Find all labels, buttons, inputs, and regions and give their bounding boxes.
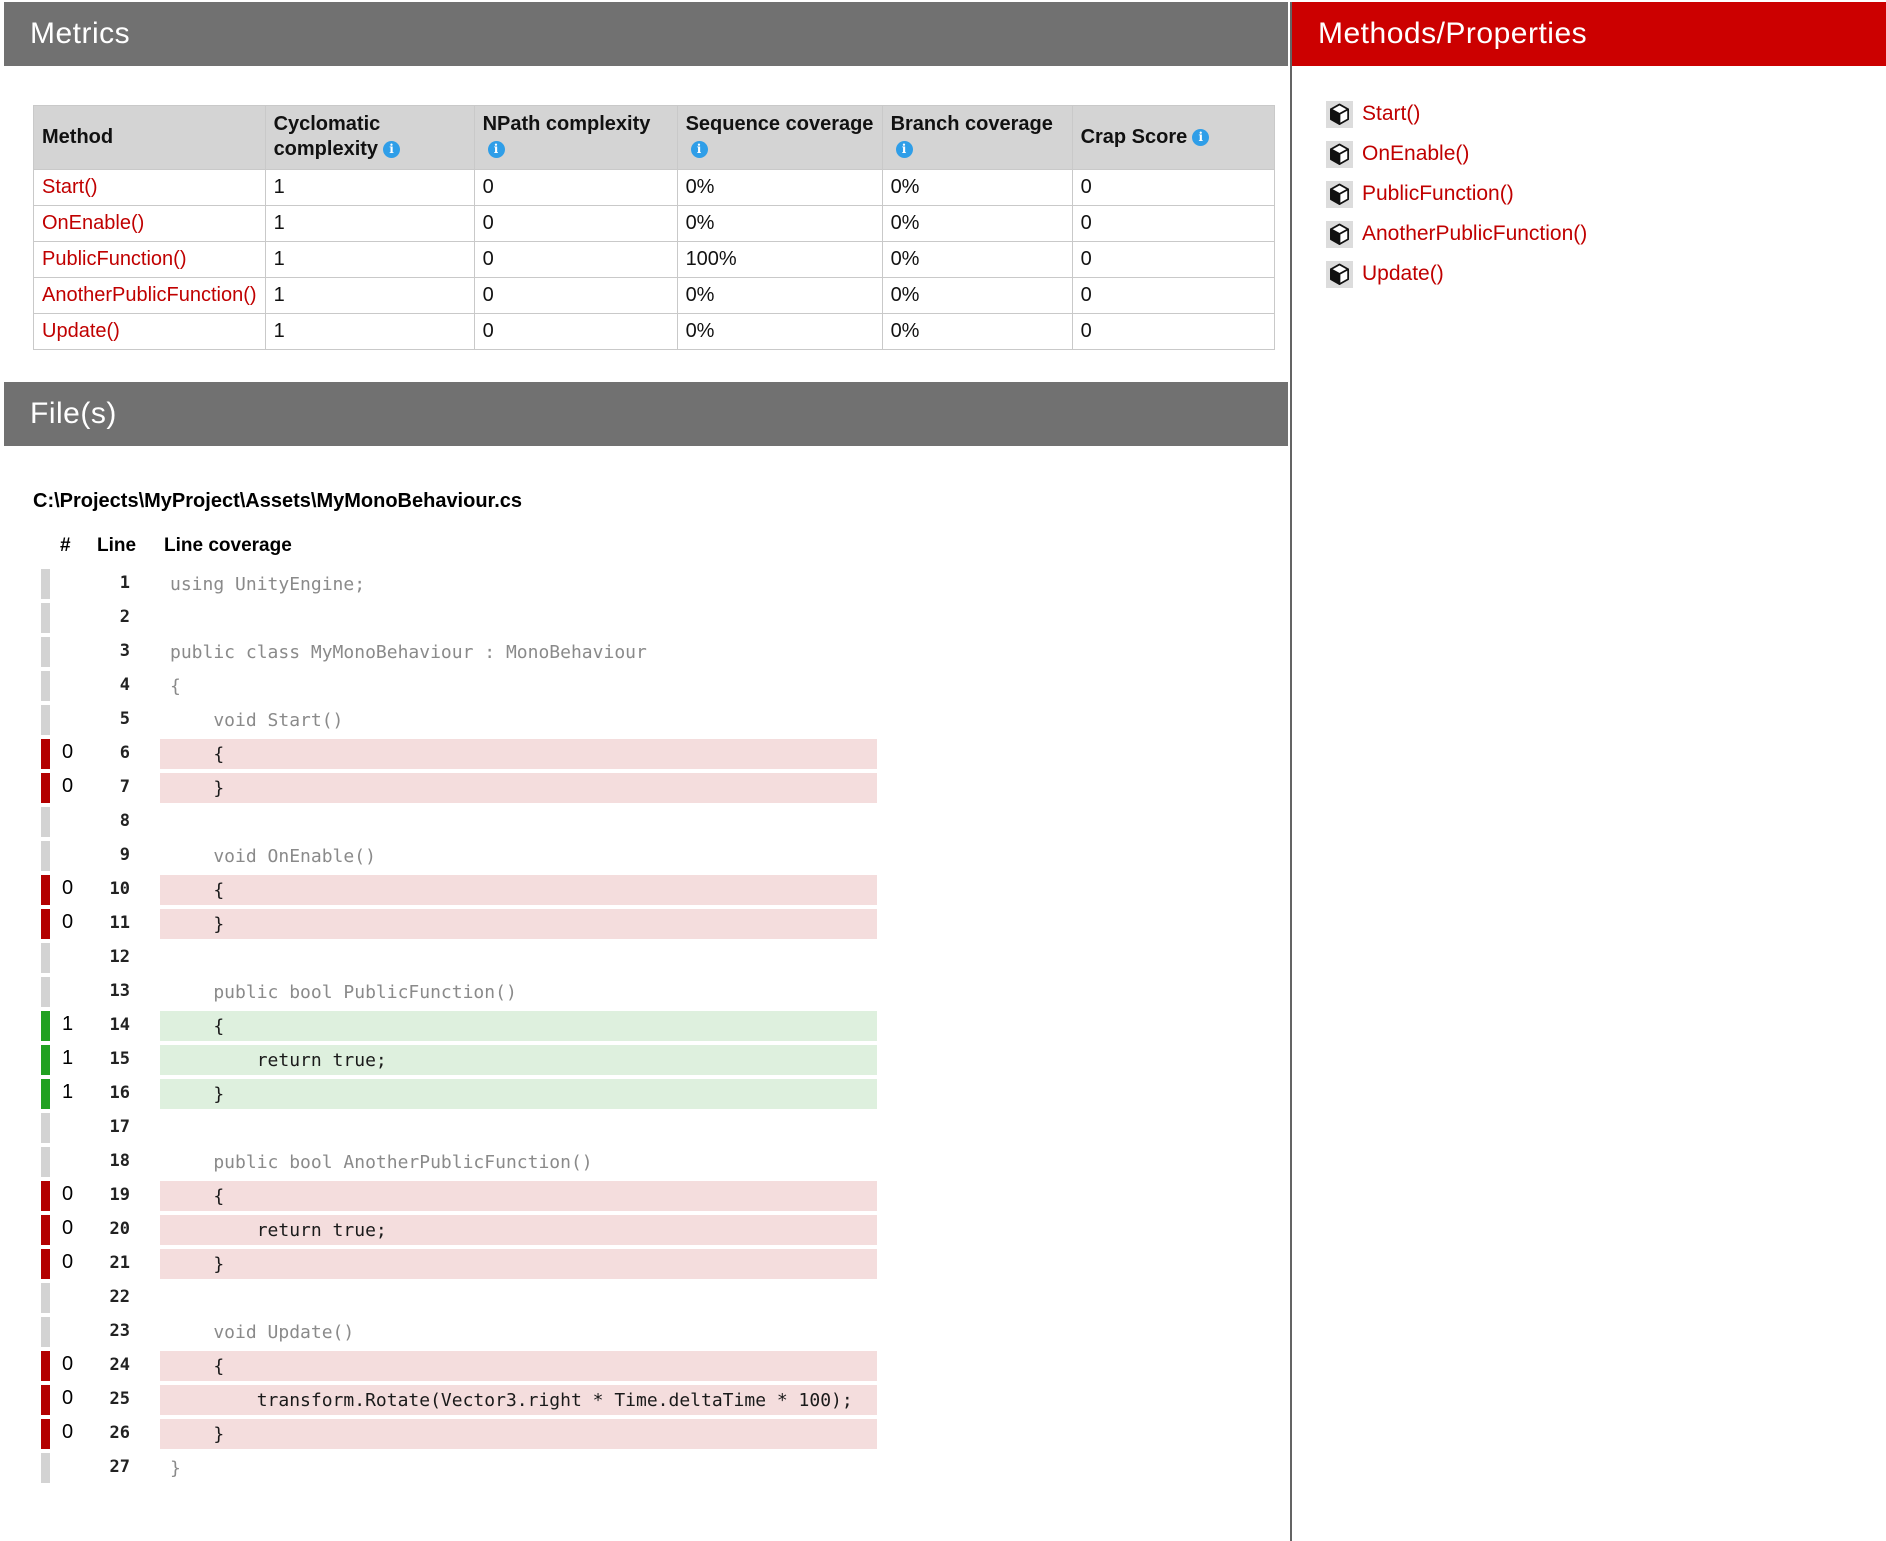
line-number: 26 (109, 1423, 130, 1443)
metrics-table-row (34, 206, 1275, 242)
metric-value-cell: 1 (265, 242, 474, 278)
code-line-row (4, 1213, 1288, 1247)
metric-value-cell: 100% (677, 242, 882, 278)
hit-count: 0 (62, 911, 74, 933)
metrics-table-row (34, 314, 1275, 350)
coverage-columns-header (4, 535, 1288, 561)
code-text: } (160, 773, 877, 803)
line-number: 23 (109, 1321, 130, 1341)
code-text: public class MyMonoBehaviour : MonoBehaviour (170, 641, 647, 663)
coverage-indicator-bar (41, 1385, 50, 1415)
line-number: 27 (109, 1457, 130, 1477)
coverage-indicator-bar (41, 875, 50, 905)
code-line-row (4, 805, 1288, 839)
line-number: 17 (109, 1117, 130, 1137)
hit-count: 1 (62, 1013, 74, 1035)
sidebar-method-item (1292, 214, 1886, 254)
hit-count: 0 (62, 1217, 74, 1239)
file-path: C:\Projects\MyProject\Assets\MyMonoBehaviour.cs (33, 490, 523, 512)
sidebar-method-item (1292, 174, 1886, 214)
metric-value-cell: 0% (882, 278, 1072, 314)
code-line-row (4, 1247, 1288, 1281)
cube-icon (1326, 101, 1353, 128)
sidebar-method-item (1292, 94, 1886, 134)
code-line-row (4, 737, 1288, 771)
code-text: void Start() (170, 709, 344, 731)
coverage-indicator-bar (41, 1011, 50, 1041)
code-line-row (4, 1417, 1288, 1451)
metric-value-cell: 0 (474, 170, 677, 206)
code-text (160, 943, 877, 973)
code-line-row (4, 669, 1288, 703)
line-number: 3 (119, 641, 130, 661)
coverage-indicator-bar (41, 977, 50, 1007)
hit-count: 0 (62, 1183, 74, 1205)
code-listing (4, 567, 1288, 1485)
code-text: transform.Rotate(Vector3.right * Time.deltaTime * 100); (160, 1385, 877, 1415)
metric-value-cell: 1 (265, 278, 474, 314)
metrics-column-label: Branch coverage (890, 113, 1053, 135)
method-cell (34, 170, 266, 206)
sidebar-method-link[interactable]: AnotherPublicFunction() (1362, 222, 1588, 245)
code-text (160, 1283, 877, 1313)
line-number: 8 (119, 811, 130, 831)
code-line-row (4, 1451, 1288, 1485)
line-number: 21 (109, 1253, 130, 1273)
coverage-indicator-bar (41, 807, 50, 837)
line-number: 11 (109, 913, 130, 933)
method-cell (34, 314, 266, 350)
method-cell (34, 278, 266, 314)
code-text: } (160, 1249, 877, 1279)
coverage-indicator-bar (41, 603, 50, 633)
metrics-column-header (265, 106, 474, 170)
metric-value-cell: 0% (882, 206, 1072, 242)
info-icon[interactable]: i (488, 141, 505, 158)
metrics-column-header (882, 106, 1072, 170)
metric-value-cell: 0% (677, 278, 882, 314)
code-text: return true; (160, 1215, 877, 1245)
method-link[interactable]: PublicFunction() (42, 248, 187, 270)
code-text: } (160, 1079, 877, 1109)
code-line-row (4, 567, 1288, 601)
metric-value-cell: 1 (265, 314, 474, 350)
sidebar-method-item (1292, 134, 1886, 174)
coverage-indicator-bar (41, 1147, 50, 1177)
code-line-row (4, 771, 1288, 805)
metric-value-cell: 0% (882, 242, 1072, 278)
metric-value-cell: 0% (677, 206, 882, 242)
info-icon[interactable]: i (691, 141, 708, 158)
code-line-row (4, 1009, 1288, 1043)
code-text: public bool AnotherPublicFunction() (170, 1151, 593, 1173)
hit-count: 0 (62, 1251, 74, 1273)
coverage-indicator-bar (41, 1181, 50, 1211)
coverage-indicator-bar (41, 1215, 50, 1245)
metric-value-cell: 0% (882, 314, 1072, 350)
line-number: 10 (109, 879, 130, 899)
coverage-indicator-bar (41, 1283, 50, 1313)
metric-value-cell: 0 (1072, 314, 1274, 350)
code-text (160, 1113, 877, 1143)
code-text: { (160, 1181, 877, 1211)
sidebar-method-link[interactable]: PublicFunction() (1362, 182, 1514, 205)
metric-value-cell: 0% (882, 170, 1072, 206)
code-text: void Update() (170, 1321, 355, 1343)
line-number: 4 (119, 675, 130, 695)
metrics-section-header (4, 2, 1288, 66)
code-text: { (160, 739, 877, 769)
metric-value-cell: 1 (265, 170, 474, 206)
metrics-table-row (34, 242, 1275, 278)
coverage-indicator-bar (41, 943, 50, 973)
coverage-indicator-bar (41, 1113, 50, 1143)
coverage-indicator-bar (41, 739, 50, 769)
metrics-column-label: Crap Score (1080, 125, 1188, 148)
code-text: } (160, 1419, 877, 1449)
metric-value-cell: 0% (677, 170, 882, 206)
code-line-row (4, 601, 1288, 635)
hit-count: 0 (62, 775, 74, 797)
metric-value-cell: 0 (1072, 242, 1274, 278)
line-number: 9 (119, 845, 130, 865)
coverage-indicator-bar (41, 671, 50, 701)
sidebar-method-link[interactable]: Start() (1362, 102, 1421, 125)
hit-count: 0 (62, 1387, 74, 1409)
metrics-column-header (1072, 106, 1274, 170)
line-number: 2 (119, 607, 130, 627)
method-link[interactable]: AnotherPublicFunction() (42, 284, 257, 306)
coverage-indicator-bar (41, 841, 50, 871)
metric-value-cell: 0 (474, 206, 677, 242)
code-line-row (4, 1349, 1288, 1383)
code-text: { (160, 1011, 877, 1041)
method-cell (34, 242, 266, 278)
code-line-row (4, 635, 1288, 669)
coverage-indicator-bar (41, 1317, 50, 1347)
cube-icon (1326, 221, 1353, 248)
coverage-indicator-bar (41, 637, 50, 667)
files-section-header (4, 382, 1288, 446)
code-text: } (160, 909, 877, 939)
metric-value-cell: 0 (474, 314, 677, 350)
cube-icon (1326, 261, 1353, 288)
code-text: return true; (160, 1045, 877, 1075)
coverage-indicator-bar (41, 1419, 50, 1449)
coverage-indicator-bar (41, 1045, 50, 1075)
line-number: 14 (109, 1015, 130, 1035)
code-text: { (160, 875, 877, 905)
methods-sidebar (1290, 2, 1886, 1541)
hit-count: 0 (62, 741, 74, 763)
code-text: } (170, 1457, 181, 1479)
line-number: 18 (109, 1151, 130, 1171)
coverage-indicator-bar (41, 705, 50, 735)
metrics-title: Metrics (30, 17, 131, 50)
files-title: File(s) (30, 397, 117, 430)
methods-title: Methods/Properties (1318, 17, 1588, 50)
code-text: { (170, 675, 181, 697)
code-text (160, 807, 877, 837)
method-link[interactable]: OnEnable() (42, 212, 145, 234)
coverage-indicator-bar (41, 1351, 50, 1381)
code-line-row (4, 873, 1288, 907)
line-coverage-column-header: Line coverage (164, 535, 292, 556)
line-number: 7 (119, 777, 130, 797)
metric-value-cell: 0 (474, 278, 677, 314)
code-line-row (4, 839, 1288, 873)
line-number: 16 (109, 1083, 130, 1103)
sidebar-method-link[interactable]: Update() (1362, 262, 1444, 285)
line-number: 19 (109, 1185, 130, 1205)
code-line-row (4, 703, 1288, 737)
hit-count: 1 (62, 1081, 74, 1103)
metrics-column-label: Method (42, 125, 114, 148)
metric-value-cell: 0 (1072, 206, 1274, 242)
metrics-column-label: Sequence coverage (685, 113, 874, 135)
code-line-row (4, 975, 1288, 1009)
method-cell (34, 206, 266, 242)
hit-count: 0 (62, 877, 74, 899)
hit-count: 0 (62, 1421, 74, 1443)
line-number: 15 (109, 1049, 130, 1069)
line-number: 25 (109, 1389, 130, 1409)
code-line-row (4, 1077, 1288, 1111)
info-icon[interactable]: i (383, 141, 400, 158)
metrics-table (33, 105, 1275, 350)
sidebar-method-link[interactable]: OnEnable() (1362, 142, 1470, 165)
code-line-row (4, 1383, 1288, 1417)
hits-column-header: # (60, 535, 71, 556)
cube-icon (1326, 181, 1353, 208)
code-line-row (4, 941, 1288, 975)
line-number: 24 (109, 1355, 130, 1375)
coverage-indicator-bar (41, 909, 50, 939)
code-line-row (4, 907, 1288, 941)
code-text: using UnityEngine; (170, 573, 366, 595)
code-line-row (4, 1043, 1288, 1077)
code-text (160, 603, 877, 633)
metrics-table-row (34, 278, 1275, 314)
hit-count: 0 (62, 1353, 74, 1375)
code-line-row (4, 1281, 1288, 1315)
coverage-indicator-bar (41, 1079, 50, 1109)
code-line-row (4, 1179, 1288, 1213)
line-number: 1 (119, 573, 130, 593)
cube-icon (1326, 141, 1353, 168)
metrics-column-header (677, 106, 882, 170)
line-number: 5 (119, 709, 130, 729)
metrics-column-label: Cyclomatic complexity (273, 113, 381, 160)
code-line-row (4, 1145, 1288, 1179)
metrics-column-label: NPath complexity (482, 113, 651, 135)
sidebar-method-item (1292, 254, 1886, 294)
code-line-row (4, 1111, 1288, 1145)
code-text: public bool PublicFunction() (170, 981, 517, 1003)
methods-section-header (1292, 2, 1886, 66)
code-text: void OnEnable() (170, 845, 376, 867)
method-link[interactable]: Update() (42, 320, 120, 342)
line-number: 13 (109, 981, 130, 1001)
metric-value-cell: 1 (265, 206, 474, 242)
metrics-column-header (34, 106, 266, 170)
main-column (4, 2, 1288, 1485)
line-number: 22 (109, 1287, 130, 1307)
info-icon[interactable]: i (896, 141, 913, 158)
line-number: 12 (109, 947, 130, 967)
metrics-column-header (474, 106, 677, 170)
hit-count: 1 (62, 1047, 74, 1069)
metrics-table-row (34, 170, 1275, 206)
coverage-indicator-bar (41, 1249, 50, 1279)
metrics-table-header-row (34, 106, 1275, 170)
line-column-header: Line (97, 535, 137, 556)
code-line-row (4, 1315, 1288, 1349)
metric-value-cell: 0 (1072, 170, 1274, 206)
info-icon[interactable]: i (1192, 129, 1209, 146)
line-number: 20 (109, 1219, 130, 1239)
coverage-indicator-bar (41, 569, 50, 599)
metric-value-cell: 0 (1072, 278, 1274, 314)
method-link[interactable]: Start() (42, 176, 98, 198)
line-number: 6 (119, 743, 130, 763)
code-text: { (160, 1351, 877, 1381)
metric-value-cell: 0% (677, 314, 882, 350)
coverage-indicator-bar (41, 773, 50, 803)
metric-value-cell: 0 (474, 242, 677, 278)
coverage-indicator-bar (41, 1453, 50, 1483)
